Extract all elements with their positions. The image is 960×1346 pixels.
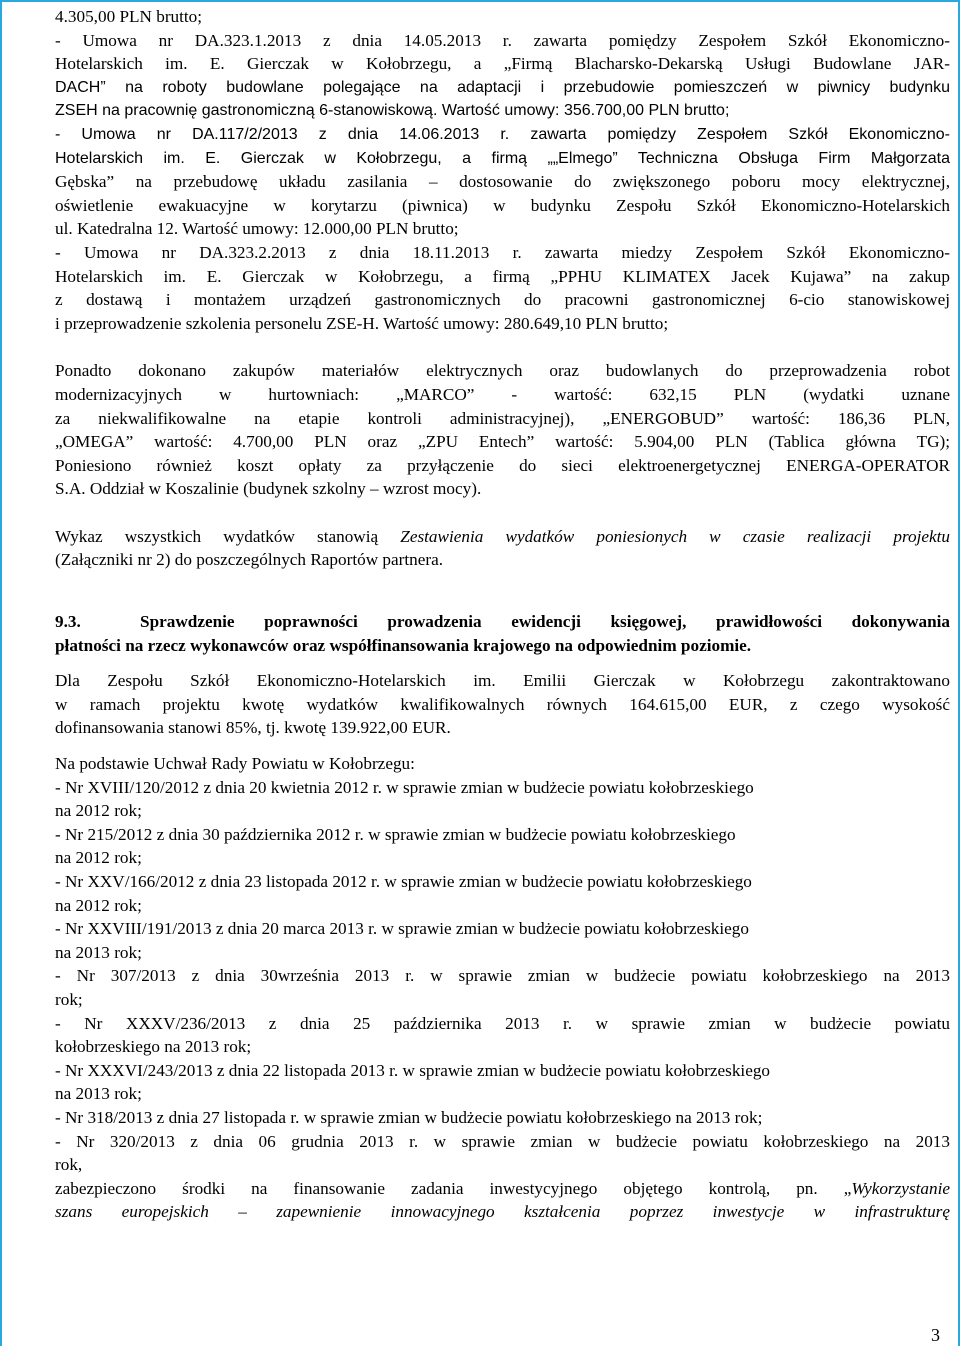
text-line: na 2013 rok; xyxy=(55,1084,142,1104)
purchases-paragraph xyxy=(55,359,950,501)
text-line: rok, xyxy=(55,1155,83,1175)
text-line: Dla Zespołu Szkół Ekonomiczno-Hotelarskich im. Emilii Gierczak w Kołobrzegu zakontraktowano xyxy=(55,671,950,691)
text-line: Gębska” na przebudowę układu zasilania – dostosowanie do zwiększonego poboru mocy elektrycznej, xyxy=(55,172,950,192)
spacer xyxy=(55,501,950,525)
text-line: za niekwalifikowalne na etapie kontroli administracyjnej), „ENERGOBUD” wartość: 186,36 PLN, xyxy=(55,408,950,428)
text-line: - Umowa nr DA.323.1.2013 z dnia 14.05.2013 r. zawarta pomiędzy Zespołem Szkół Ekonomiczno- xyxy=(55,30,950,50)
heading-line xyxy=(55,610,950,634)
italic-text-run: Zestawienia wydatków poniesionych w czasie realizacji projektu xyxy=(400,526,950,546)
text-line: S.A. Oddział w Koszalinie (budynek szkolny – wzrost mocy). xyxy=(55,479,482,499)
page-number: 3 xyxy=(931,1325,940,1345)
heading-text: Sprawdzenie poprawności prowadzenia ewidencji księgowej, prawidłowości dokonywania xyxy=(140,612,951,632)
text-line: na 2012 rok; xyxy=(55,848,142,868)
text-line: z dostawą i montażem urządzeń gastronomicznych do pracowni gastronomicznej 6-cio stanowiskowej xyxy=(55,290,950,310)
heading-number: 9.3. xyxy=(55,612,81,632)
text-line: ul. Katedralna 12. Wartość umowy: 12.000,00 PLN brutto; xyxy=(55,219,459,239)
spacer xyxy=(55,657,950,669)
text-line: - Nr 307/2013 z dnia 30września 2013 r. w sprawie zmian w budżecie powiatu kołobrzeskiego na 2013 xyxy=(55,966,950,986)
text-line: - Nr XXXV/236/2013 z dnia 25 października 2013 r. w sprawie zmian w budżecie powiatu xyxy=(55,1013,950,1033)
text-line: i przeprowadzenie szkolenia personelu ZSE-H. Wartość umowy: 280.649,10 PLN brutto; xyxy=(55,313,669,333)
text-line: (Załączniki nr 2) do poszczególnych Raportów partnera. xyxy=(55,550,443,570)
text-line: oświetlenie ewakuacyjne w korytarzu (piwnica) w budynku Zespołu Szkół Ekonomiczno-Hotelarskich xyxy=(55,195,950,215)
heading-line: płatności na rzecz wykonawców oraz współfinansowania krajowego na odpowiednim poziomie. xyxy=(55,635,752,655)
text-line: 4.305,00 PLN brutto; xyxy=(55,7,203,26)
italic-text-run: szans europejskich – zapewnienie innowacyjnego kształcenia poprzez inwestycje w infrastrukturę xyxy=(55,1202,950,1222)
spacer xyxy=(55,572,950,610)
text-line: - Nr 215/2012 z dnia 30 października 2012 r. w sprawie zmian w budżecie powiatu kołobrzeskiego xyxy=(55,824,736,844)
text-run: Wykaz wszystkich wydatków stanowią xyxy=(55,526,401,546)
section-heading xyxy=(55,610,950,657)
text-line: w ramach projektu kwotę wydatków kwalifikowalnych równych 164.615,00 EUR, z czego wysokość xyxy=(55,694,950,714)
text-line: „OMEGA” wartość: 4.700,00 PLN oraz „ZPU Entech” wartość: 5.904,00 PLN (Tablica główna TG); xyxy=(55,432,950,452)
resolutions-list xyxy=(55,752,950,1177)
text-line: - Nr XXVIII/191/2013 z dnia 20 marca 2013 r. w sprawie zmian w budżecie powiatu kołobrzeskiego xyxy=(55,919,749,939)
text-line: Hotelarskich im. E. Gierczak w Kołobrzegu, a firmą „„Elmego” Techniczna Obsługa Firm Małgorzata xyxy=(55,149,950,167)
text-line: DACH” na roboty budowlane polegające na adaptacji i przebudowie pomieszczeń w piwnicy budynku xyxy=(55,78,950,96)
text-line: kołobrzeskiego na 2013 rok; xyxy=(55,1037,252,1057)
spacer xyxy=(55,335,950,359)
text-line: - Nr XXV/166/2012 z dnia 23 listopada 2012 r. w sprawie zmian w budżecie powiatu kołobrzeskiego xyxy=(55,872,752,891)
text-line: na 2012 rok; xyxy=(55,895,142,915)
text-line: na 2013 rok; xyxy=(55,942,142,962)
document-body xyxy=(55,5,950,1224)
text-line: na 2012 rok; xyxy=(55,801,142,821)
text-line: - Nr XVIII/120/2012 z dnia 20 kwietnia 2012 r. w sprawie zmian w budżecie powiatu kołobrzeskiego xyxy=(55,777,754,797)
text-line: modernizacyjnych w hurtowniach: „MARCO” - wartość: 632,15 PLN (wydatki uznane xyxy=(55,384,950,404)
funding-paragraph xyxy=(55,669,950,740)
text-run: zabezpieczono środki na finansowanie zadania inwestycyjnego objętego kontrolą, pn. „ xyxy=(55,1178,852,1198)
text-line xyxy=(55,1177,950,1201)
contracts-list xyxy=(55,5,950,335)
text-line: - Nr 320/2013 z dnia 06 grudnia 2013 r. w sprawie zmian w budżecie powiatu kołobrzeskiego na 2013 xyxy=(55,1131,950,1151)
text-line: Poniesiono również koszt opłaty za przyłączenie do sieci elektroenergetycznej ENERGA-OPERATOR xyxy=(55,455,950,475)
text-line: ZSEH na pracownię gastronomiczną 6-stanowiskową. Wartość umowy: 356.700,00 PLN brutto; xyxy=(55,102,730,120)
text-line: - Umowa nr DA.117/2/2013 z dnia 14.06.2013 r. zawarta pomiędzy Zespołem Szkół Ekonomiczno- xyxy=(55,125,950,143)
text-line: rok; xyxy=(55,989,83,1009)
text-line: - Umowa nr DA.323.2.2013 z dnia 18.11.2013 r. zawarta miedzy Zespołem Szkół Ekonomiczno- xyxy=(55,242,950,262)
text-line: Na podstawie Uchwał Rady Powiatu w Kołobrzegu: xyxy=(55,754,415,774)
text-line xyxy=(55,1200,950,1224)
text-line: Ponadto dokonano zakupów materiałów elektrycznych oraz budowlanych do przeprowadzenia robot xyxy=(55,361,950,381)
text-line xyxy=(55,525,950,549)
text-line: - Nr 318/2013 z dnia 27 listopada r. w sprawie zmian w budżecie powiatu kołobrzeskiego na 2013 rok; xyxy=(55,1107,763,1127)
text-line: - Nr XXXVI/243/2013 z dnia 22 listopada 2013 r. w sprawie zmian w budżecie powiatu kołobrzeskiego xyxy=(55,1060,771,1080)
expenses-paragraph xyxy=(55,525,950,572)
text-line: dofinansowania stanowi 85%, tj. kwotę 139.922,00 EUR. xyxy=(55,718,451,738)
italic-text-run: Wykorzystanie xyxy=(851,1178,950,1198)
text-line: Hotelarskich im. E. Gierczak w Kołobrzegu, a firmą „PPHU KLIMATEX Jacek Kujawa” na zakup xyxy=(55,266,950,286)
closing-paragraph xyxy=(55,1177,950,1224)
text-line: Hotelarskich im. E. Gierczak w Kołobrzegu, a „Firmą Blacharsko-Dekarską Usługi Budowlane JAR- xyxy=(55,54,950,74)
spacer xyxy=(55,740,950,752)
